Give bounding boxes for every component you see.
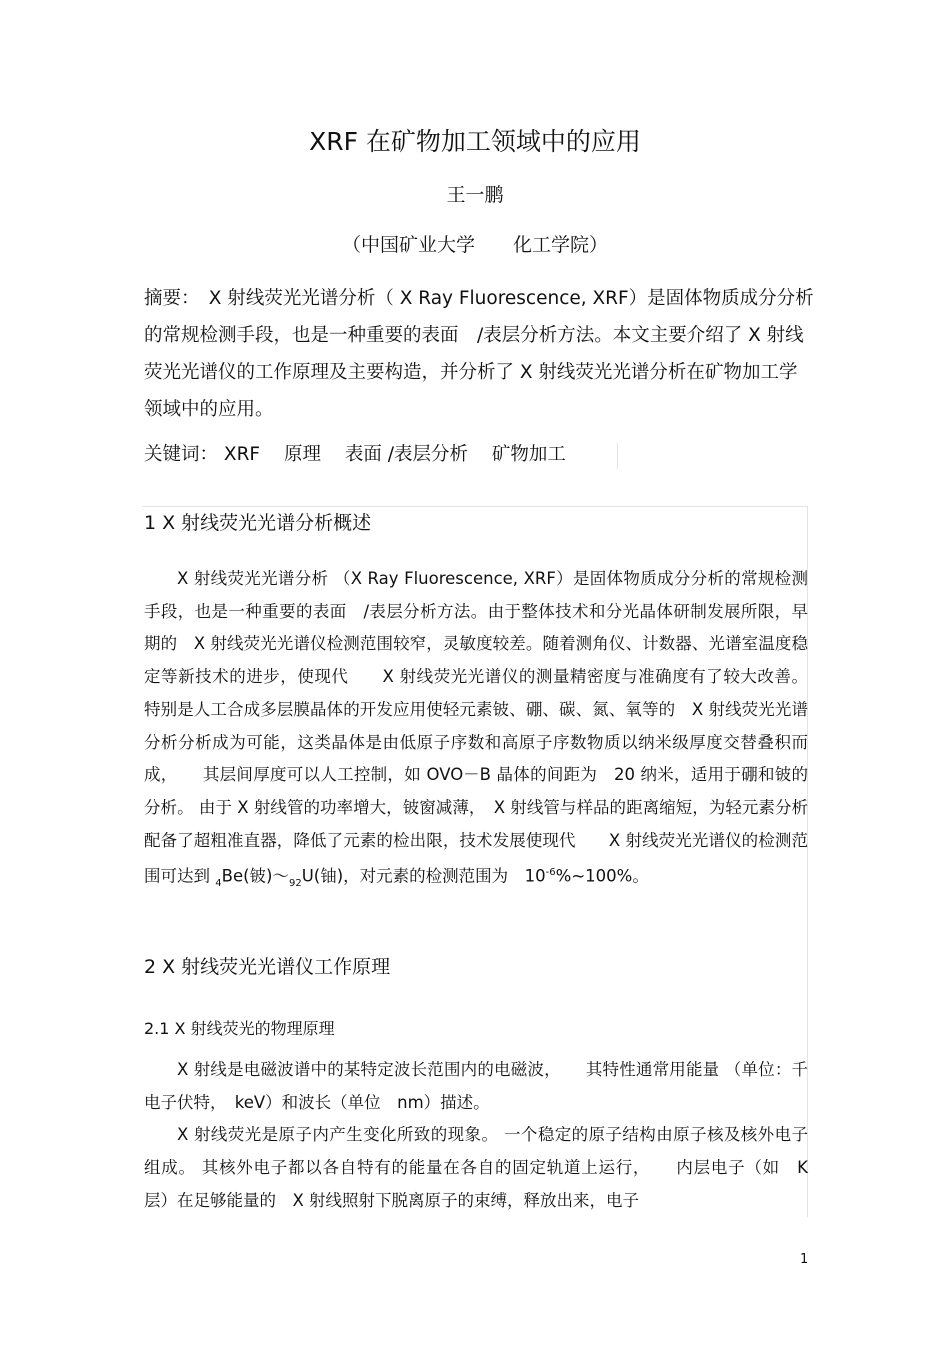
abstract	[144, 280, 814, 428]
section-1-paragraph: X 射线荧光光谱分析 （X Ray Fluorescence, XRF）是固体物质成分分析的常规检测手段，也是一种重要的表面 /表层分析方法。由于整体技术和分光晶体研制发展所限，早期的 X 射线荧光光谱仪检测范围较窄，灵敏度较差。随着测角仪、计数器、光谱室温度稳定等新技术的进步，使现代 X 射线荧光光谱仪的测量精密度与准确度有了较大改善。 特别是人工合成多层膜晶体的开发应用使轻元素铍、硼、碳、氮、氧等的 X 射线荧光光谱分析分析成为可能，这类晶体是由低原子序数和高原子序数物质以纳米级厚度交替叠积而成， 其层间厚度可以人工控制，如 OVO－B 晶体的间距为 20 纳米，适用于硼和铍的分析。 由于 X 射线管的功率增大，铍窗减薄， X 射线管与样品的距离缩短，为轻元素分析配备了超粗准直器，降低了元素的检出限，技术发展使现代 X 射线荧光光谱仪的检测范围可达到 $_4$Be(铍)$\sim_{92}U$(铀)，对元素的检测范围为 $10^{-6}\%\sim 100\%$。	[144, 569, 808, 890]
author-name: 王一鹏	[446, 184, 504, 206]
atomic-number-be: 4	[215, 878, 222, 890]
paper-title: XRF 在矿物加工领域中的应用	[309, 127, 641, 156]
atomic-number-u: 92	[288, 878, 302, 890]
section-2-paragraph-1: X 射线是电磁波谱中的某特定波长范围内的电磁波， 其特性通常用能量 （单位：千电子伏特， keV）和波长（单位 nm）描述。	[144, 1060, 808, 1112]
keyword-item: 矿物加工	[491, 444, 566, 465]
section-1-heading: 1 X 射线荧光光谱分析概述	[144, 512, 372, 534]
keywords-label: 关键词：	[144, 444, 219, 465]
exponent: -6	[545, 867, 556, 879]
keywords-divider	[617, 443, 618, 469]
keyword-item: 表面 /表层分析	[344, 444, 468, 465]
page-number: 1	[800, 1252, 809, 1267]
section-2-1-heading: 2.1 X 射线荧光的物理原理	[144, 1019, 335, 1038]
keywords	[144, 440, 814, 466]
keyword-item: 原理	[283, 444, 321, 465]
section-2-heading: 2 X 射线荧光光谱仪工作原理	[144, 956, 391, 978]
keyword-item: XRF	[223, 444, 261, 465]
affiliation: （中国矿业大学 化工学院）	[341, 234, 608, 256]
section-2-paragraph-2: X 射线荧光是原子内产生变化所致的现象。 一个稳定的原子结构由原子核及核外电子组成。 其核外电子都以各自特有的能量在各自的固定轨道上运行， 内层电子（如 K 层）在足够能量的 X 射线照射下脱离原子的束缚，释放出来，电子	[144, 1125, 808, 1210]
abstract-text: X 射线荧光光谱分析（ X Ray Fluorescence, XRF）是固体物质成分分析的常规检测手段，也是一种重要的表面 /表层分析方法。本文主要介绍了 X 射线荧光光谱仪的工作原理及主要构造，并分析了 X 射线荧光光谱分析在矿物加工学领域中的应用。	[144, 288, 814, 420]
section-1-body	[144, 563, 808, 901]
section-2-body	[144, 1054, 808, 1218]
abstract-label: 摘要：	[144, 288, 191, 309]
